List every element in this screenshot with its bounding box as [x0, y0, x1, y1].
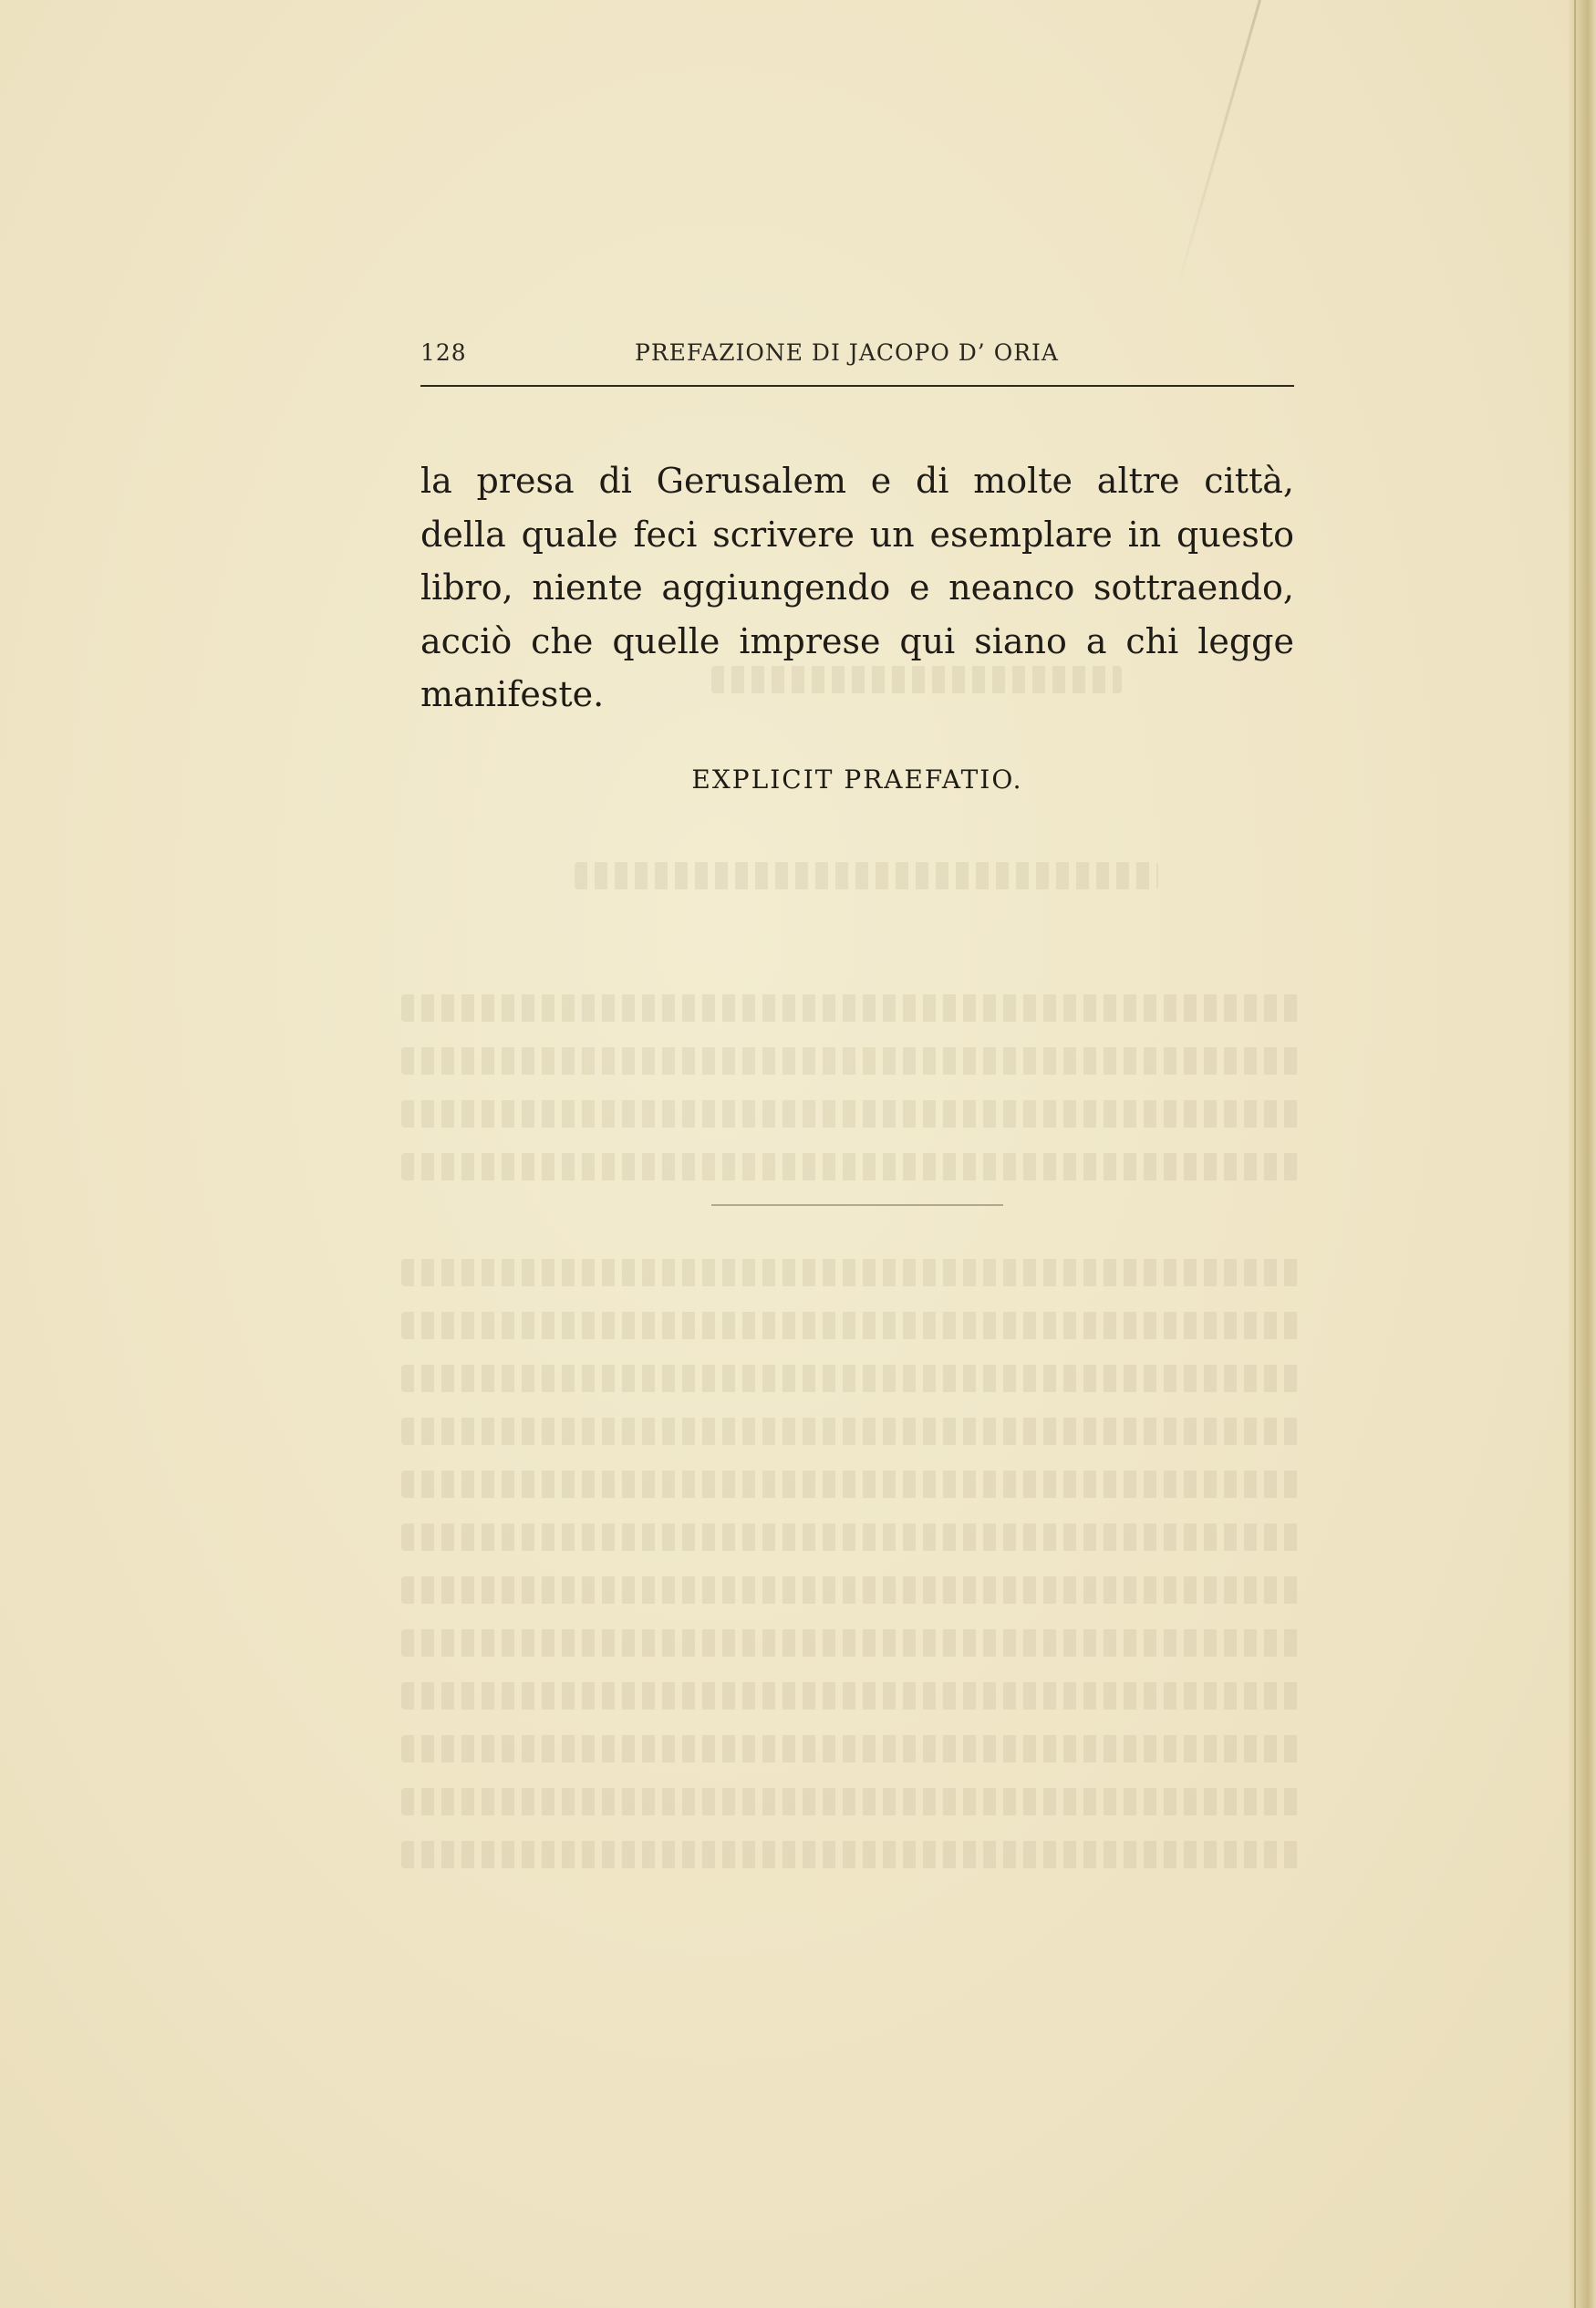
text-line: della quale feci scrivere un esemplare in questo [420, 514, 1294, 555]
page-edge-line [1574, 0, 1576, 2308]
text-line: manifeste. [420, 674, 605, 714]
text-line: libro, niente aggiungendo e neanco sottraendo, [420, 567, 1294, 608]
running-head [420, 339, 1294, 385]
paper-crease [1176, 0, 1261, 290]
body-paragraph [420, 454, 1294, 722]
running-title: PREFAZIONE DI JACOPO D’ ORIA [635, 339, 1059, 366]
text-line: la presa di Gerusalem e di molte altre città, [420, 461, 1294, 501]
show-through-line [401, 1312, 1304, 1339]
show-through-line [401, 1523, 1304, 1551]
show-through-line [401, 1418, 1304, 1445]
show-through-line [401, 1629, 1304, 1657]
page-edge [1569, 0, 1596, 2308]
show-through-line [401, 1100, 1304, 1128]
show-through-line [401, 1259, 1304, 1286]
show-through-line [575, 862, 1158, 889]
page-number: 128 [420, 339, 467, 366]
show-through-line [401, 1735, 1304, 1762]
text-line: acciò che quelle imprese qui siano a chi legge [420, 620, 1294, 661]
show-through-line [401, 1788, 1304, 1815]
show-through-line [401, 1365, 1304, 1392]
show-through-line [401, 1471, 1304, 1498]
explicit-praefatio: EXPLICIT PRAEFATIO. [691, 764, 1023, 795]
show-through-line [401, 1153, 1304, 1180]
show-through-line [401, 1682, 1304, 1710]
show-through-line [401, 1576, 1304, 1604]
show-through-line [401, 1047, 1304, 1075]
header-rule [420, 385, 1294, 387]
show-through-rule [711, 1204, 1003, 1206]
show-through-line [401, 994, 1304, 1022]
show-through-line [401, 1841, 1304, 1868]
